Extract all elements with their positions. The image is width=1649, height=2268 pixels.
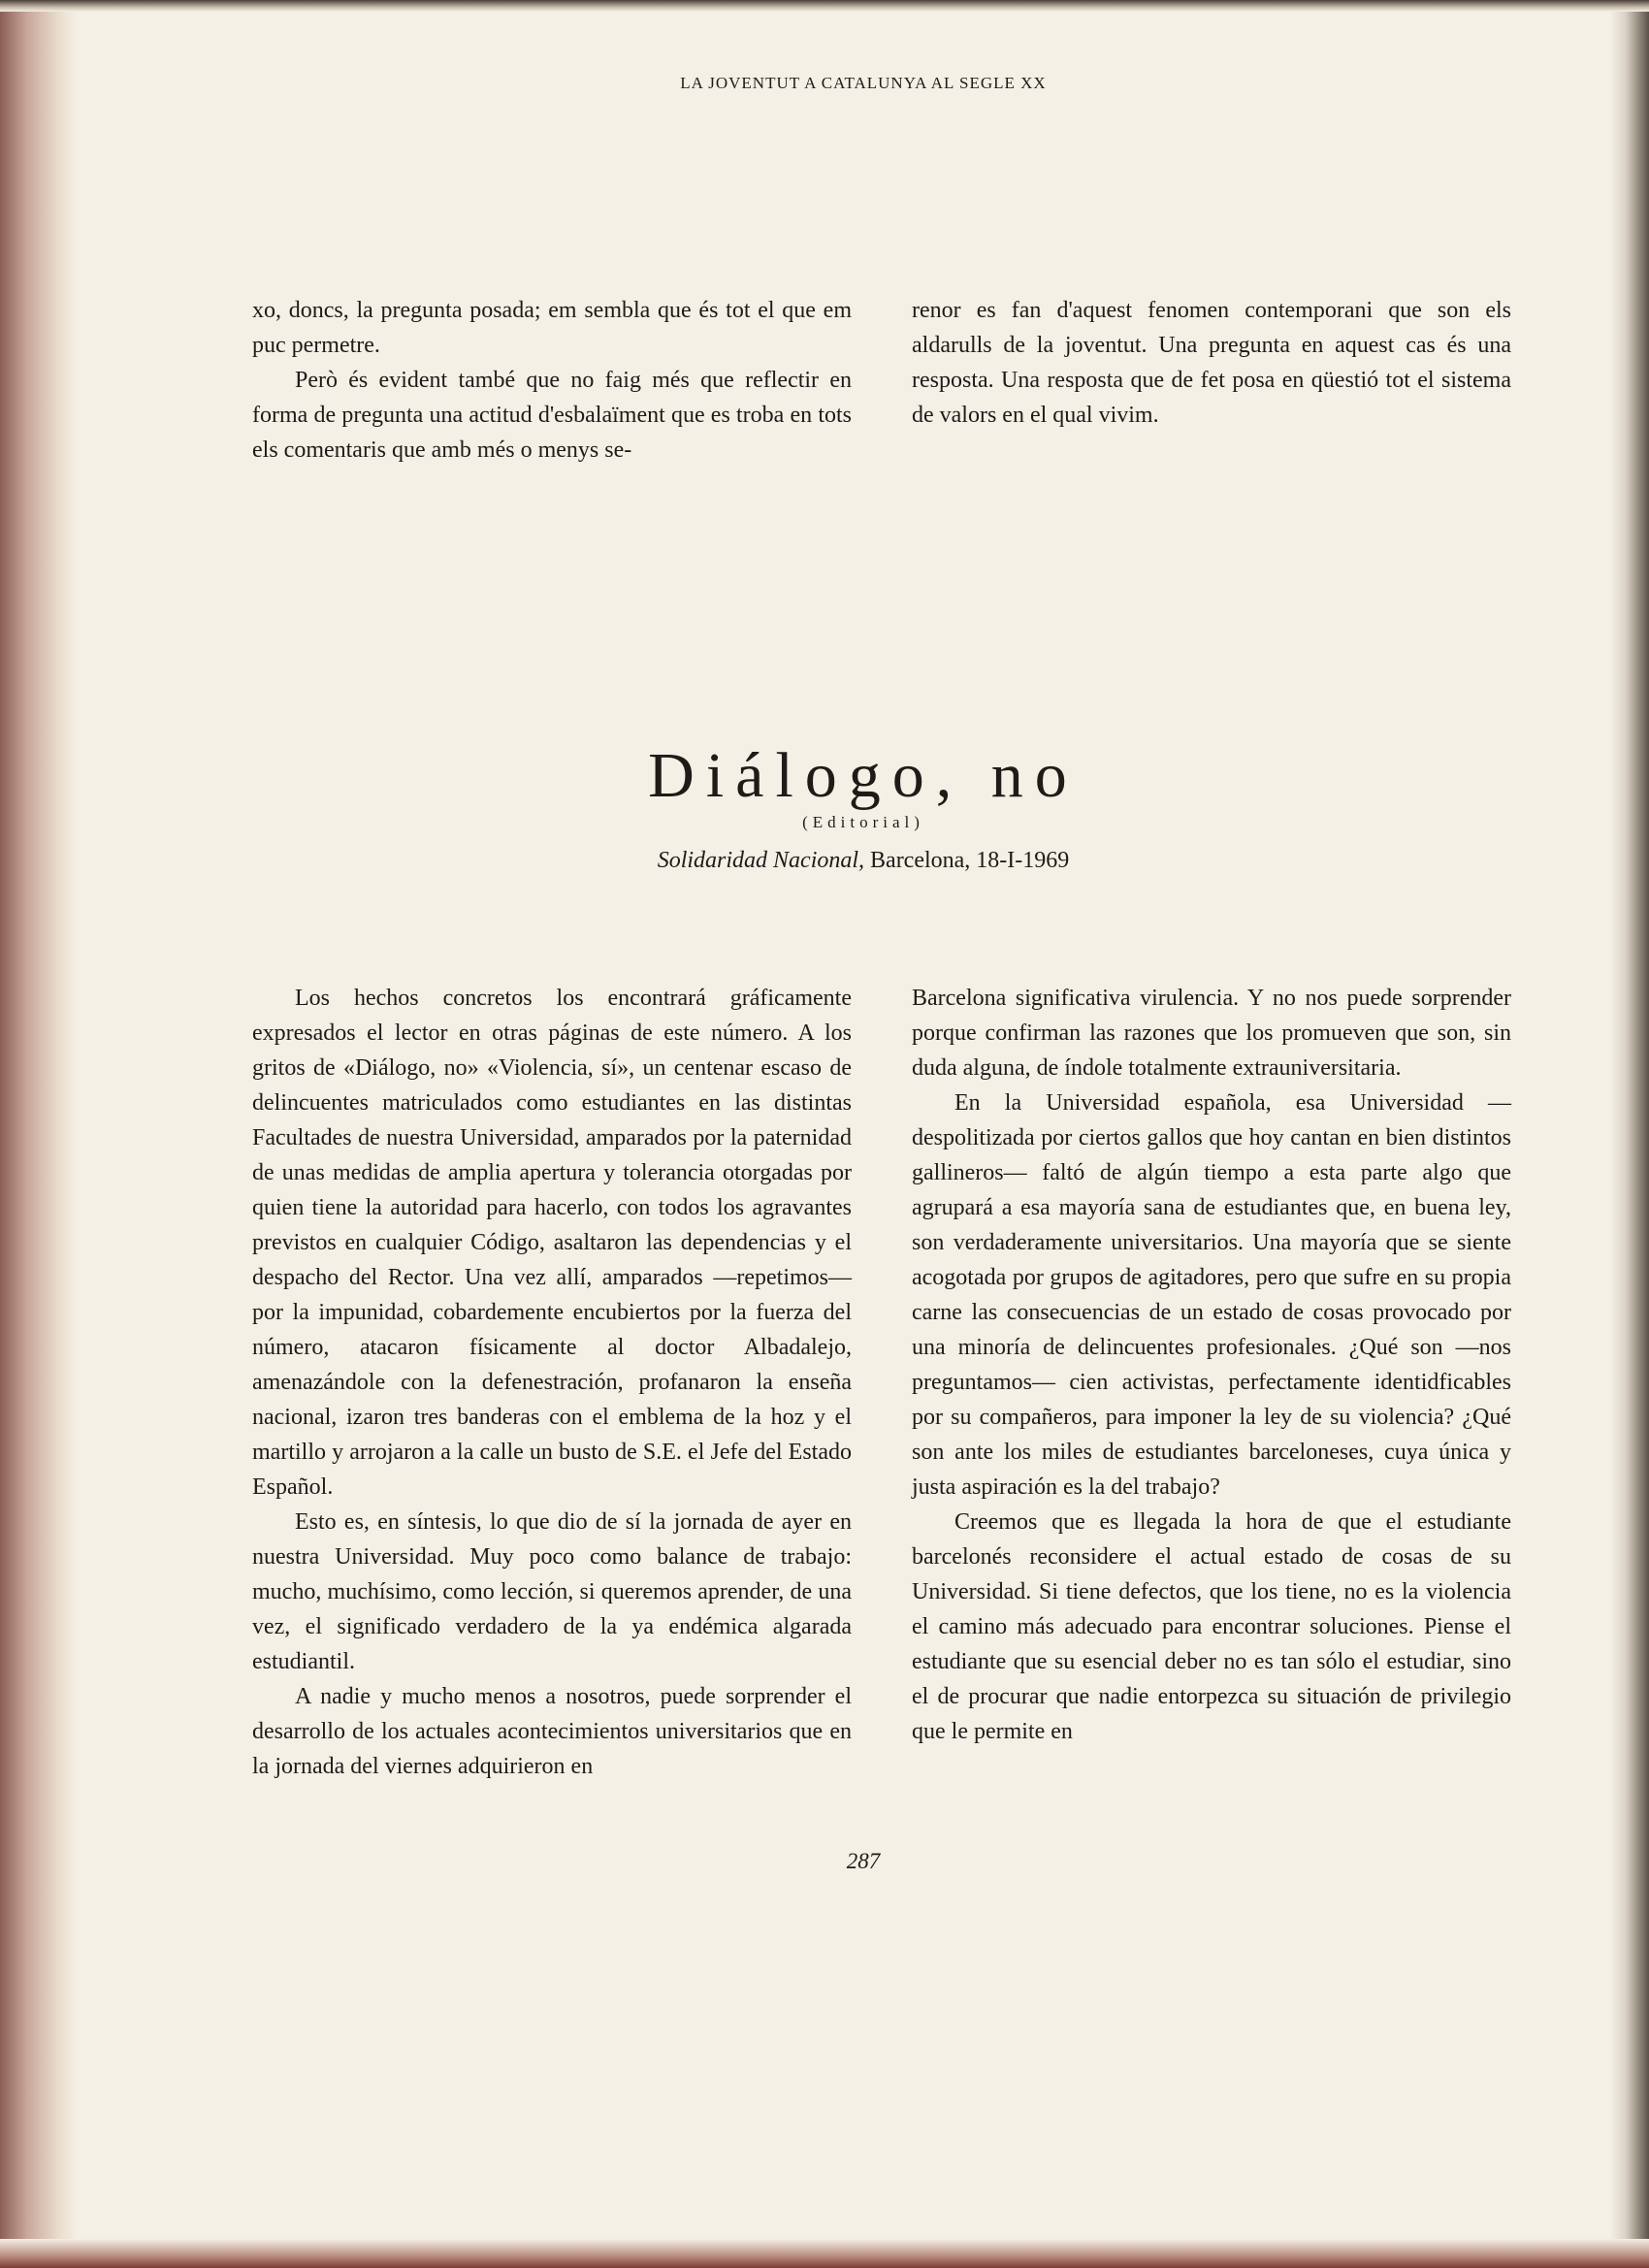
paragraph: A nadie y mucho menos a nosotros, puede sorprender el desarrollo de los actuales acontecimientos universitarios que en la jornada del viernes adquirieron en xyxy=(252,1684,852,1779)
paragraph: Barcelona significativa virulencia. Y no nos puede sorprender porque confirman las razones que los promueven que son, sin duda alguna, de índole totalmente extrauniversitaria. xyxy=(912,986,1511,1081)
body-left-column xyxy=(252,981,852,1784)
paragraph: Creemos que es llegada la hora de que el estudiante barcelonés reconsidere el actual estado de cosas de su Universidad. Si tiene defectos, que los tiene, no es la violencia el camino más adecuado para encontrar soluciones. Piense el estudiante que su esencial deber no es tan sólo el estudiar, sino el de procurar que nadie entorpezca su situación de privilegio que le permite en xyxy=(912,1509,1511,1744)
paragraph: renor es fan d'aquest fenomen contemporani que son els aldarulls de la joventut. Una pregunta en aquest cas és una resposta. Una resposta que de fet posa en qüestió tot el sistema de valors en el qual vivim. xyxy=(912,298,1511,428)
paragraph: xo, doncs, la pregunta posada; em sembla que és tot el que em puc permetre. xyxy=(252,298,852,358)
source-publication: Solidaridad Nacional, xyxy=(657,848,865,873)
top-left-column xyxy=(252,293,852,468)
running-head: LA JOVENTUT A CATALUNYA AL SEGLE XX xyxy=(680,74,1047,92)
paragraph: Però és evident també que no faig més que reflectir en forma de pregunta una actitud d'esbalaïment que es troba en tots els comentaris que amb més o menys se- xyxy=(252,368,852,463)
top-edge-shadow xyxy=(0,0,1649,12)
paragraph: Esto es, en síntesis, lo que dio de sí la jornada de ayer en nuestra Universidad. Muy poco como balance de trabajo: mucho, muchísimo, como lección, si queremos aprender, de una vez, el significado verdadero de la ya endémica algarada estudiantil. xyxy=(252,1509,852,1674)
paragraph: Los hechos concretos los encontrará gráficamente expresados el lector en otras páginas de este número. A los gritos de «Diálogo, no» «Violencia, sí», un centenar escaso de delincuentes matriculados como estudiantes en las distintas Facultades de nuestra Universidad, amparados por la paternidad de unas medidas de amplia apertura y tolerancia otorgadas por quien tiene la autoridad para hacerlo, con todos los agravantes previstos en cualquier Código, asaltaron las dependencias y el despacho del Rector. Una vez allí, amparados —repetimos— por la impunidad, cobardemente encubiertos por la fuerza del número, atacaron físicamente al doctor Albadalejo, amenazándole con la defenestración, profanaron la enseña nacional, izaron tres banderas con el emblema de la hoz y el martillo y arrojaron a la calle un busto de S.E. el Jefe del Estado Español. xyxy=(252,986,852,1500)
page-edge-shadow xyxy=(1610,0,1649,2268)
article-type: (Editorial) xyxy=(802,813,924,831)
article-source xyxy=(0,848,1649,874)
body-right-column xyxy=(912,981,1511,1749)
book-cover-edge xyxy=(0,2239,1649,2268)
page-number: 287 xyxy=(846,1849,881,1873)
paragraph: En la Universidad española, esa Universidad —despolitizada por ciertos gallos que hoy cantan en bien distintos gallineros— faltó de algún tiempo a esta parte algo que agrupará a esa mayoría sana de estudiantes que, en buena ley, son verdaderamente universitarios. Una mayoría que se siente acogotada por grupos de agitadores, pero que sufre en su propia carne las consecuencias de un estado de cosas provocado por una minoría de delincuentes profesionales. ¿Qué son —nos preguntamos— cien activistas, perfectamente identidficables por su compañeros, para imponer la ley de su violencia? ¿Qué son ante los miles de estudiantes barceloneses, cuya única y justa aspiración es la del trabajo? xyxy=(912,1090,1511,1500)
article-title: Diálogo, no xyxy=(648,740,1079,812)
source-place-date: Barcelona, 18-I-1969 xyxy=(864,848,1070,873)
top-right-column xyxy=(912,293,1511,433)
book-binding-shadow xyxy=(0,0,78,2268)
